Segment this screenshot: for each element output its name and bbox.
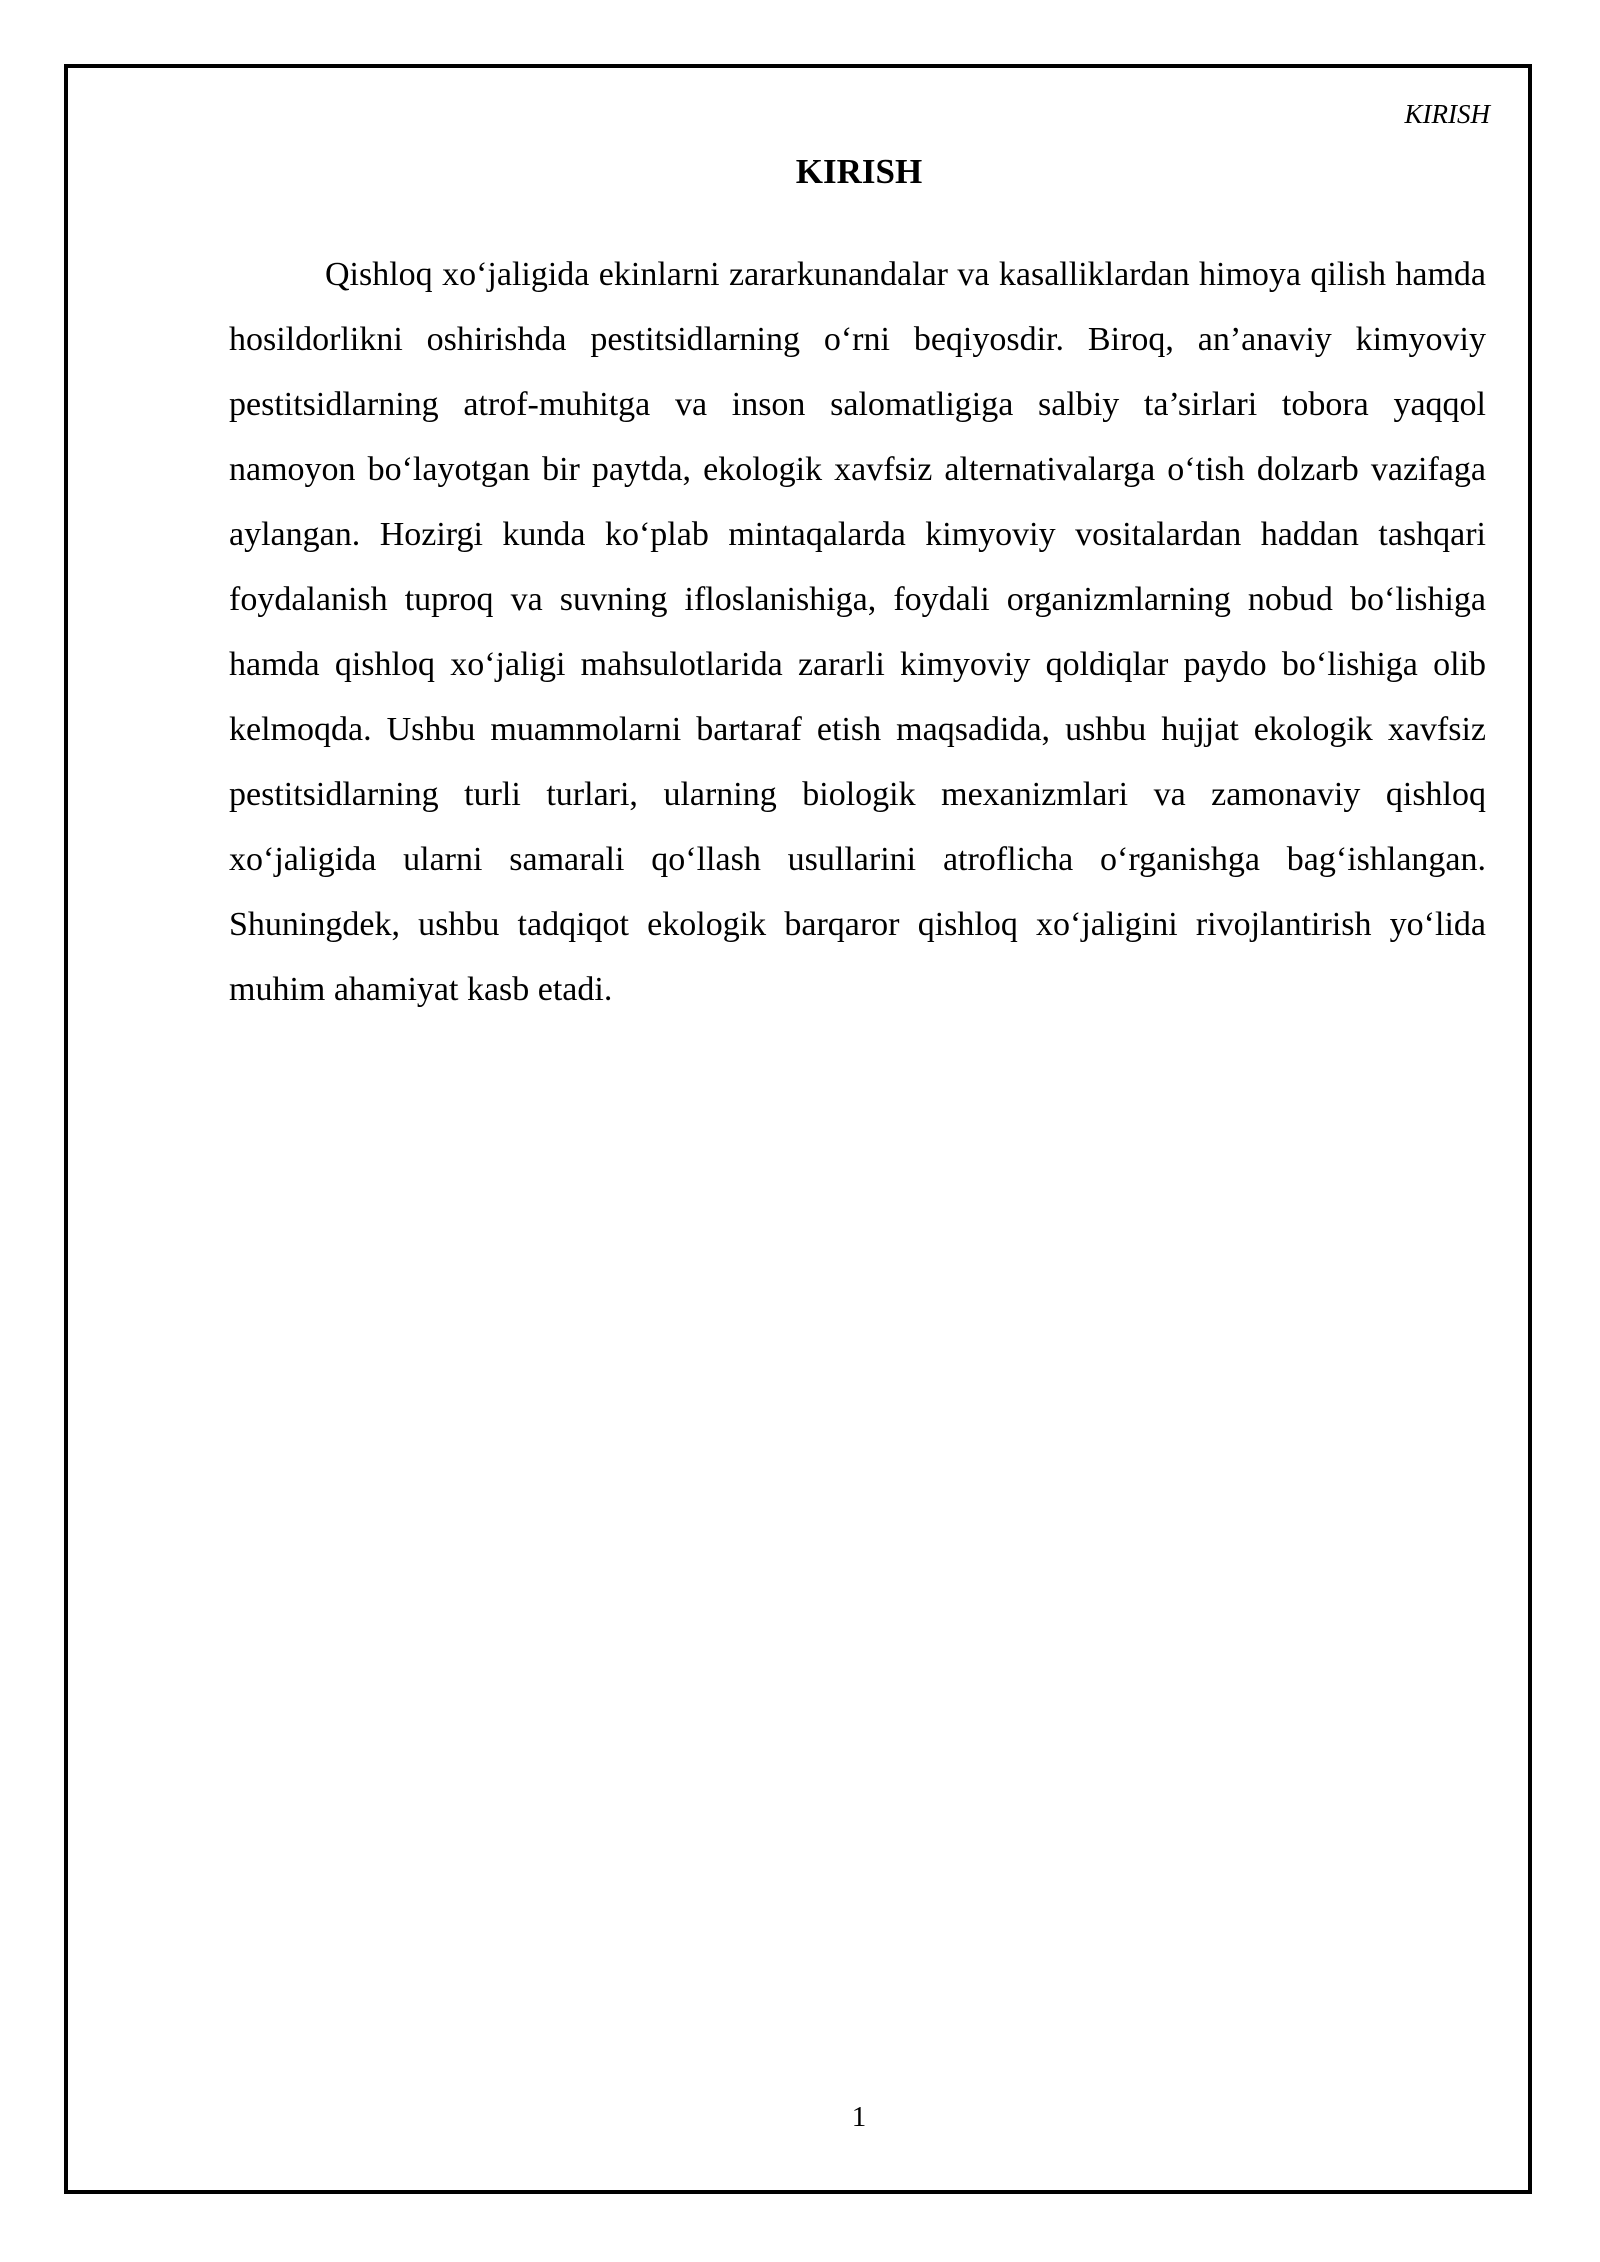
body-paragraph: Qishloq xo‘jaligida ekinlarni zararkunandalar va kasalliklardan himoya qilish hamda hosildorlikni oshirishda pestitsidlarning o‘rni beqiyosdir. Biroq, an’anaviy kimyoviy pestitsidlarning atrof-muhitga va inson salomatligiga salbiy ta’sirlari tobora yaqqol namoyon bo‘layotgan bir paytda, ekologik xavfsiz alternativalarga o‘tish dolzarb vazifaga aylangan. Hozirgi kunda ko‘plab mintaqalarda kimyoviy vositalardan haddan tashqari foydalanish tuproq va suvning ifloslanishiga, foydali organizmlarning nobud bo‘lishiga hamda qishloq xo‘jaligi mahsulotlarida zararli kimyoviy qoldiqlar paydo bo‘lishiga olib kelmoqda. Ushbu muammolarni bartaraf etish maqsadida, ushbu hujjat ekologik xavfsiz pestitsidlarning turli turlari, ularning biologik mexanizmlari va zamonaviy qishloq xo‘jaligida ularni samarali qo‘llash usullarini atroflicha o‘rganishga bag‘ishlangan. Shuningdek, ushbu tadqiqot ekologik barqaror qishloq xo‘jaligini rivojlantirish yo‘lida muhim ahamiyat kasb etadi. bbox=[229, 256, 1486, 1008]
page-title: KIRISH bbox=[795, 152, 923, 191]
page-number: 1 bbox=[851, 2101, 867, 2133]
running-header: KIRISH bbox=[1404, 99, 1490, 129]
